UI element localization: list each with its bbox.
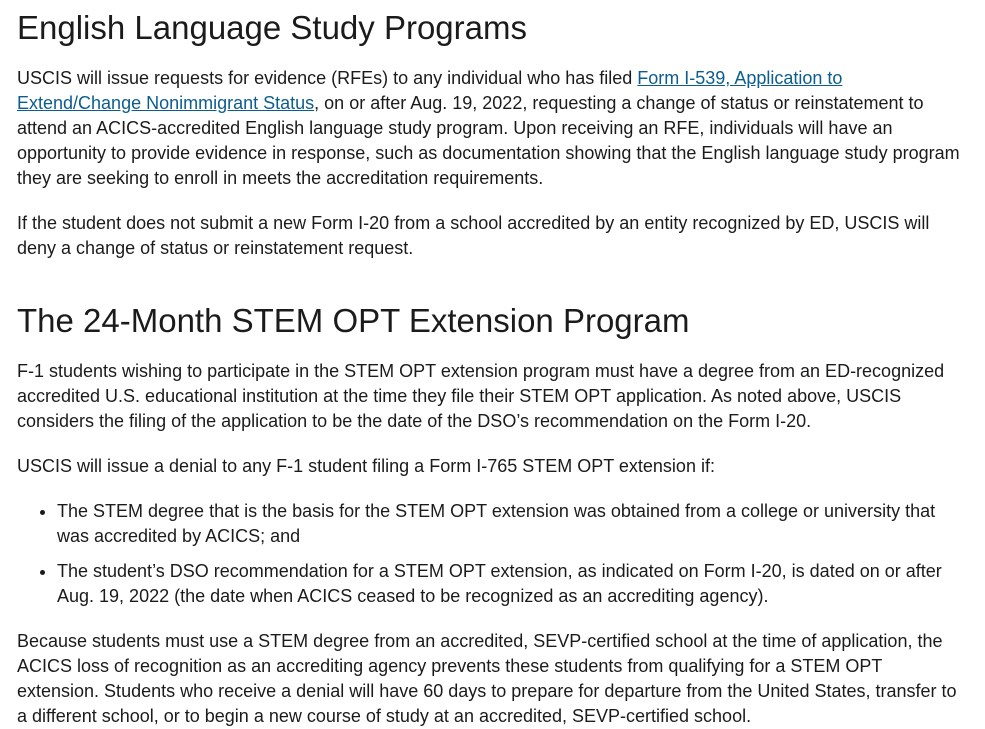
rfe-paragraph-rest: , on or after Aug. 19, 2022, requesting a change of status or reinstatement to attend an ACICS-accredited English language study program. Upon receiving an RFE, individuals will have an opportunity to provide evidence in response, such as documentation showing that the English language study program they are seeking to enroll in meets the accreditation requirements. [17, 93, 960, 188]
loss-of-recognition-paragraph: Because students must use a STEM degree from an accredited, SEVP-certified school at the time of application, the ACICS loss of recognition as an accrediting agency prevents these students from qualifying for a STEM OPT extension. Students who receive a denial will have 60 days to prepare for departure from the United States, transfer to a different school, or to begin a new course of study at an accredited, SEVP-certified school. [17, 631, 957, 726]
list-item: • The student’s DSO recommendation for a STEM OPT extension, as indicated on Form I-20, is dated on or after Aug. 19, 2022 (the date when ACICS ceased to be recognized as an accrediting agency). [57, 559, 968, 609]
stem-opt-eligibility-paragraph: F-1 students wishing to participate in the STEM OPT extension program must have a degree from an ED-recognized accredited U.S. educational institution at the time they file their STEM OPT application. As noted above, USCIS considers the filing of the application to be the date of the DSO’s recommendation on the Form I-20. [17, 361, 945, 431]
denial-conditions-list [17, 499, 968, 609]
form-i539-link[interactable]: Form I-539, Application to Extend/Change Nonimmigrant Status [17, 68, 843, 113]
change-of-status-paragraph: If the student does not submit a new Form I-20 from a school accredited by an entity recognized by ED, USCIS will deny a change of status or reinstatement request. [17, 213, 930, 258]
denial-intro-paragraph: USCIS will issue a denial to any F-1 student filing a Form I-765 STEM OPT extension if: [17, 456, 715, 476]
rfe-paragraph-intro: USCIS will issue requests for evidence (RFEs) to any individual who has filed [17, 68, 638, 88]
section-heading-english-language-programs: English Language Study Programs [17, 9, 527, 46]
section-heading-stem-opt: The 24-Month STEM OPT Extension Program [17, 302, 690, 339]
list-item: • The STEM degree that is the basis for the STEM OPT extension was obtained from a college or university that was accredited by ACICS; and [57, 499, 968, 549]
rfe-paragraph [17, 66, 968, 191]
